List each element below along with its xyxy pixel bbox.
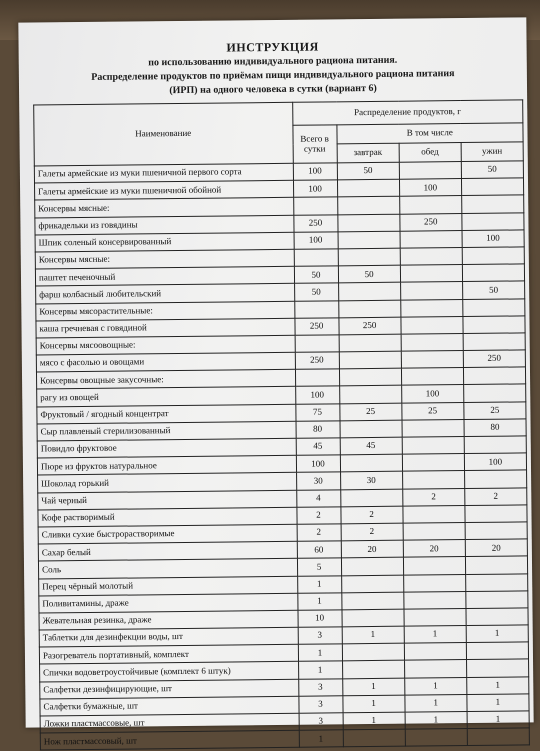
- cell-breakfast: [338, 300, 400, 318]
- cell-lunch: [401, 351, 463, 369]
- cell-lunch: [403, 591, 465, 609]
- cell-dinner: [463, 333, 525, 351]
- cell-name: Консервы овощные закусочные:: [36, 370, 295, 390]
- cell-lunch: [403, 505, 465, 523]
- cell-breakfast: [339, 386, 401, 404]
- cell-lunch: 2: [402, 488, 464, 506]
- cell-dinner: [462, 247, 524, 265]
- cell-lunch: [402, 437, 464, 455]
- cell-dinner: [466, 608, 528, 626]
- cell-dinner: [465, 505, 527, 523]
- cell-dinner: 50: [461, 161, 523, 179]
- cell-dinner: [465, 522, 527, 540]
- cell-breakfast: [337, 214, 399, 232]
- cell-dinner: [466, 659, 528, 677]
- header-lunch: обед: [399, 143, 461, 163]
- cell-dinner: [466, 642, 528, 660]
- cell-lunch: [403, 557, 465, 575]
- header-total: Всего в сутки: [292, 125, 336, 163]
- cell-breakfast: 50: [338, 265, 400, 283]
- cell-name: Сливки сухие быстрорастворимые: [38, 524, 297, 544]
- cell-lunch: [403, 522, 465, 540]
- cell-total: 250: [294, 318, 338, 336]
- cell-total: 250: [293, 214, 337, 232]
- cell-total: 30: [296, 472, 340, 490]
- cell-dinner: [461, 178, 523, 196]
- cell-total: 100: [294, 232, 338, 250]
- doc-subtitle-1: по использованию индивидуального рациона питания.: [148, 54, 398, 69]
- cell-breakfast: 2: [341, 523, 403, 541]
- cell-total: 100: [293, 163, 337, 181]
- cell-dinner: [465, 556, 527, 574]
- cell-name: Консервы мясные:: [35, 249, 294, 269]
- cell-dinner: [464, 436, 526, 454]
- cell-name: Шпик соленый консервированный: [35, 232, 294, 252]
- cell-breakfast: 45: [340, 437, 402, 455]
- cell-name: Консервы мясоовощные:: [36, 335, 295, 355]
- cell-breakfast: [339, 368, 401, 386]
- cell-breakfast: [342, 643, 404, 661]
- cell-total: 50: [294, 283, 338, 301]
- cell-total: 3: [298, 627, 342, 645]
- cell-lunch: 20: [403, 540, 465, 558]
- cell-total: 1: [298, 661, 342, 679]
- cell-total: [293, 197, 337, 215]
- cell-dinner: 1: [466, 676, 528, 694]
- cell-total: 1: [297, 593, 341, 611]
- cell-breakfast: [341, 592, 403, 610]
- cell-name: Фруктовый / ягодный концентрат: [37, 404, 296, 424]
- cell-name: Пюре из фруктов натуральное: [37, 455, 296, 475]
- cell-dinner: 50: [462, 281, 524, 299]
- cell-dinner: [461, 195, 523, 213]
- cell-dinner: 100: [462, 230, 524, 248]
- cell-lunch: [404, 660, 466, 678]
- cell-lunch: 1: [405, 712, 467, 730]
- header-dinner: ужин: [461, 142, 523, 162]
- cell-breakfast: [341, 575, 403, 593]
- cell-breakfast: 250: [339, 317, 401, 335]
- cell-total: 1: [299, 730, 343, 748]
- header-including: В том числе: [336, 123, 523, 144]
- cell-name: Жевательная резинка, драже: [39, 610, 298, 630]
- cell-breakfast: 50: [337, 162, 399, 180]
- cell-lunch: 1: [405, 694, 467, 712]
- doc-subtitle-2: Распределение продуктов по приёмам пищи индивидуального рациона питания: [91, 68, 455, 83]
- cell-dinner: 1: [467, 694, 529, 712]
- cell-total: 5: [297, 558, 341, 576]
- cell-lunch: [399, 162, 461, 180]
- cell-breakfast: [337, 197, 399, 215]
- ration-table: [33, 99, 530, 750]
- cell-lunch: [400, 299, 462, 317]
- cell-dinner: [463, 367, 525, 385]
- cell-breakfast: 1: [342, 626, 404, 644]
- cell-name: Поливитамины, драже: [39, 593, 298, 613]
- cell-lunch: 1: [404, 677, 466, 695]
- cell-dinner: [463, 384, 525, 402]
- cell-lunch: [401, 368, 463, 386]
- cell-lunch: [404, 643, 466, 661]
- cell-breakfast: [337, 179, 399, 197]
- cell-name: Повидло фруктовое: [37, 438, 296, 458]
- cell-name: Чай черный: [38, 490, 297, 510]
- cell-breakfast: [342, 661, 404, 679]
- header-name: Наименование: [34, 102, 293, 166]
- cell-lunch: 100: [401, 385, 463, 403]
- cell-total: [294, 249, 338, 267]
- cell-name: фрикадельки из говядины: [35, 215, 294, 235]
- cell-breakfast: [343, 729, 405, 747]
- cell-name: Сахар белый: [38, 541, 297, 561]
- header-breakfast: завтрак: [337, 143, 399, 163]
- cell-name: Разогреватель портативный, комплект: [39, 645, 298, 665]
- cell-name: Таблетки для дезинфекции воды, шт: [39, 627, 298, 647]
- cell-total: 250: [295, 352, 339, 370]
- cell-name: Шоколад горький: [38, 473, 297, 493]
- cell-lunch: 1: [404, 626, 466, 644]
- cell-lunch: [405, 729, 467, 747]
- cell-dinner: [463, 316, 525, 334]
- cell-dinner: [462, 264, 524, 282]
- doc-subtitle-3: (ИРП) на одного человека в сутки (вариант 6): [169, 82, 377, 97]
- cell-name: Галеты армейские из муки пшеничной первого сорта: [34, 163, 293, 183]
- cell-breakfast: [339, 334, 401, 352]
- cell-total: 75: [295, 403, 339, 421]
- cell-name: Спички водоветроустойчивые (комплект 6 штук): [40, 662, 299, 682]
- cell-breakfast: [340, 489, 402, 507]
- cell-total: 80: [296, 421, 340, 439]
- cell-name: Ложки пластмассовые, шт: [40, 713, 299, 733]
- cell-total: 60: [297, 541, 341, 559]
- cell-name: мясо с фасолью и овощами: [36, 352, 295, 372]
- cell-breakfast: 20: [341, 540, 403, 558]
- cell-breakfast: 2: [340, 506, 402, 524]
- cell-name: Кофе растворимый: [38, 507, 297, 527]
- cell-name: Сыр плавленый стерилизованный: [37, 421, 296, 441]
- cell-dinner: 100: [464, 453, 526, 471]
- cell-dinner: 20: [465, 539, 527, 557]
- cell-total: 3: [298, 696, 342, 714]
- cell-breakfast: [339, 351, 401, 369]
- cell-breakfast: 30: [340, 472, 402, 490]
- cell-total: [294, 300, 338, 318]
- cell-name: фарш колбасный любительский: [36, 284, 295, 304]
- cell-name: Перец чёрный молотый: [39, 576, 298, 596]
- cell-total: 3: [298, 678, 342, 696]
- cell-name: Салфетки дезинфицирующие, шт: [40, 679, 299, 699]
- cell-total: 1: [297, 575, 341, 593]
- cell-breakfast: [338, 283, 400, 301]
- cell-name: паштет печеночный: [35, 266, 294, 286]
- cell-breakfast: 1: [342, 678, 404, 696]
- cell-total: 3: [299, 713, 343, 731]
- cell-breakfast: 1: [342, 695, 404, 713]
- cell-dinner: [463, 298, 525, 316]
- cell-name: Консервы мясные:: [35, 198, 294, 218]
- cell-breakfast: [342, 609, 404, 627]
- cell-total: 10: [297, 610, 341, 628]
- cell-dinner: [464, 470, 526, 488]
- cell-lunch: [401, 333, 463, 351]
- doc-title: ИНСТРУКЦИЯ: [226, 39, 319, 55]
- cell-dinner: 80: [464, 419, 526, 437]
- cell-lunch: [404, 608, 466, 626]
- cell-lunch: 250: [400, 213, 462, 231]
- cell-dinner: 250: [463, 350, 525, 368]
- cell-lunch: 100: [399, 179, 461, 197]
- instruction-sheet: [18, 17, 533, 747]
- cell-total: 2: [296, 507, 340, 525]
- cell-total: 4: [296, 489, 340, 507]
- cell-name: Нож пластмассовый, шт: [40, 730, 299, 750]
- ration-table-body: [34, 161, 529, 750]
- cell-name: Салфетки бумажные, шт: [40, 696, 299, 716]
- cell-breakfast: [338, 231, 400, 249]
- cell-total: 100: [295, 386, 339, 404]
- cell-lunch: [400, 265, 462, 283]
- cell-lunch: [402, 454, 464, 472]
- cell-breakfast: [340, 420, 402, 438]
- cell-total: 45: [296, 438, 340, 456]
- cell-lunch: [403, 574, 465, 592]
- cell-name: рагу из овощей: [37, 387, 296, 407]
- cell-total: 2: [297, 524, 341, 542]
- cell-total: 100: [293, 180, 337, 198]
- cell-lunch: [401, 316, 463, 334]
- header-distribution: Распределение продуктов, г: [292, 100, 523, 125]
- cell-breakfast: [341, 557, 403, 575]
- cell-lunch: [402, 471, 464, 489]
- cell-lunch: [399, 196, 461, 214]
- cell-breakfast: [338, 248, 400, 266]
- cell-dinner: 25: [464, 402, 526, 420]
- cell-dinner: [465, 573, 527, 591]
- cell-dinner: [467, 728, 529, 746]
- cell-breakfast: 25: [339, 403, 401, 421]
- cell-lunch: 25: [402, 402, 464, 420]
- cell-breakfast: 1: [343, 712, 405, 730]
- cell-lunch: [400, 230, 462, 248]
- cell-dinner: [462, 212, 524, 230]
- cell-total: [295, 335, 339, 353]
- cell-dinner: [466, 591, 528, 609]
- cell-lunch: [400, 282, 462, 300]
- cell-total: [295, 369, 339, 387]
- cell-dinner: 2: [465, 487, 527, 505]
- cell-lunch: [402, 419, 464, 437]
- cell-lunch: [400, 247, 462, 265]
- cell-name: Галеты армейские из муки пшеничной обойной: [35, 180, 294, 200]
- cell-total: 1: [298, 644, 342, 662]
- cell-total: 50: [294, 266, 338, 284]
- cell-name: каша гречневая с говядиной: [36, 318, 295, 338]
- cell-name: Консервы мясорастительные:: [36, 301, 295, 321]
- cell-dinner: 1: [466, 625, 528, 643]
- cell-dinner: 1: [467, 711, 529, 729]
- cell-name: Соль: [38, 559, 297, 579]
- cell-total: 100: [296, 455, 340, 473]
- cell-breakfast: [340, 454, 402, 472]
